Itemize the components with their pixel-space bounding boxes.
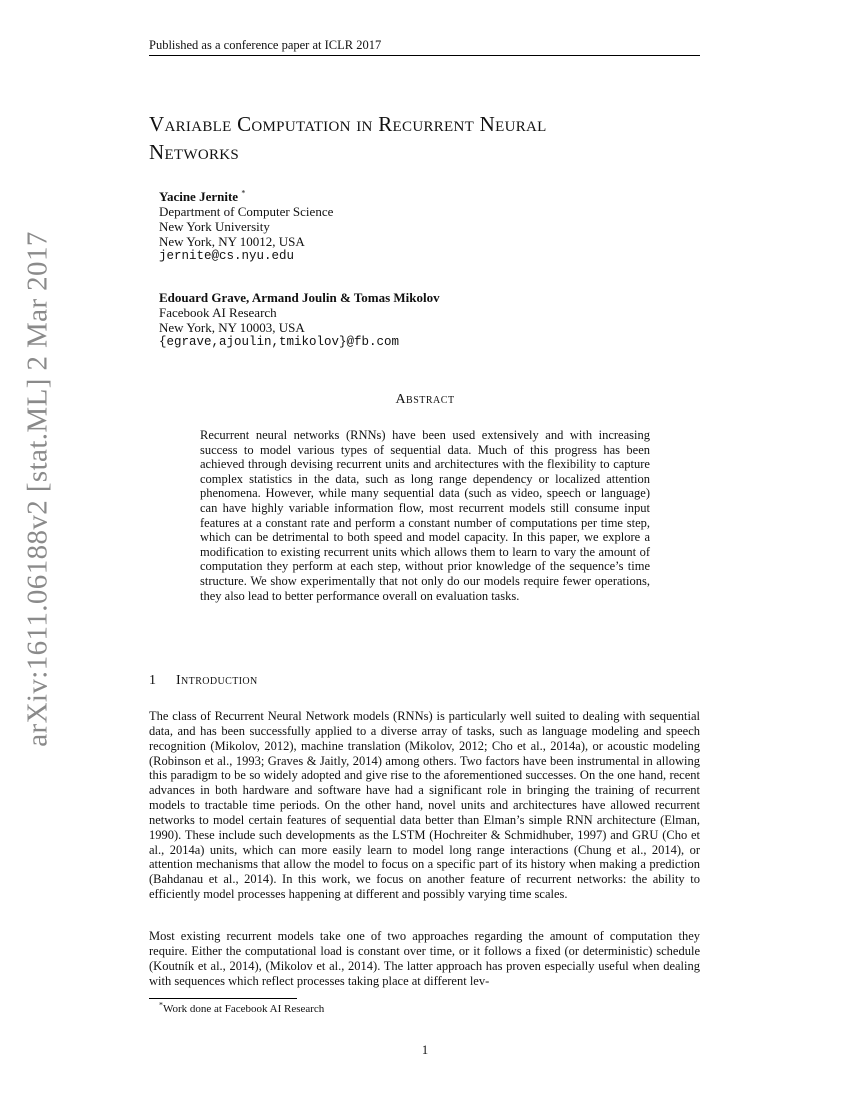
footnote-text: Work done at Facebook AI Research <box>163 1003 325 1015</box>
title-line-1: Variable Computation in Recurrent Neural <box>149 112 547 136</box>
running-header: Published as a conference paper at ICLR 2017 <box>149 38 700 56</box>
footnote-rule <box>149 998 297 999</box>
affiliation-line: Facebook AI Research <box>159 305 277 320</box>
arxiv-identifier: arXiv:1611.06188v2 [stat.ML] 2 Mar 2017 <box>21 231 54 747</box>
abstract-text: Recurrent neural networks (RNNs) have been used extensively and with increasing success to model various types of sequential data. Much of this progress has been achieved through devising recurrent units and architectures with the flexibility to capture complex statistics in the data, such as long range dependency or localized attention phenomena. However, while many sequential data (such as video, speech or language) can have highly variable information flow, most recurrent models still consume input features at a constant rate and perform a constant number of computations per time step, which can be detrimental to both speed and model capacity. In this paper, we explore a modification to existing recurrent units which allows them to learn to vary the amount of computation they perform at each step, without prior knowledge of the sequence’s time structure. We show experimentally that not only do our models require fewer operations, they also lead to better performance overall on evaluation tasks. <box>200 428 650 603</box>
affiliation-line: Department of Computer Science <box>159 204 334 219</box>
section-title: Introduction <box>176 673 258 688</box>
author-email: jernite@cs.nyu.edu <box>159 249 295 263</box>
footnote-mark: * <box>241 188 246 198</box>
author-block-2 <box>159 290 579 350</box>
affiliation-line: New York, NY 10003, USA <box>159 320 305 335</box>
footnote <box>159 1000 559 1016</box>
intro-paragraph-2: Most existing recurrent models take one of two approaches regarding the amount of computation they require. Either the computational load is constant over time, or it follows a fixed (or deterministic) schedule (Koutník et al., 2014), (Mikolov et al., 2014). The latter approach has proven especially useful when dealing with sequences which reflect processes taking place at different lev- <box>149 929 700 988</box>
paper-title <box>149 110 709 166</box>
abstract-heading: Abstract <box>395 392 455 407</box>
author-block-1 <box>159 189 579 264</box>
affiliation-line: New York University <box>159 219 270 234</box>
author-name: Edouard Grave, Armand Joulin & Tomas Mikolov <box>159 290 440 305</box>
author-name: Yacine Jernite <box>159 189 239 204</box>
page-number: 1 <box>421 1043 429 1057</box>
author-email: {egrave,ajoulin,tmikolov}@fb.com <box>159 335 400 349</box>
footnote-mark: * <box>159 1000 163 1010</box>
affiliation-line: New York, NY 10012, USA <box>159 234 305 249</box>
intro-paragraph-1: The class of Recurrent Neural Network models (RNNs) is particularly well suited to dealing with sequential data, and has been successfully applied to a diverse array of tasks, such as language modeling and speech recognition (Mikolov, 2012), machine translation (Mikolov, 2012; Cho et al., 2014a), or acoustic modeling (Robinson et al., 1993; Graves & Jaitly, 2014) among others. Two factors have been instrumental in allowing this paradigm to be so widely adopted and give rise to the aforementioned successes. On the one hand, recent advances in both hardware and software have had a significant role in bringing the training of recurrent models to tractable time periods. On the other hand, novel units and architectures have allowed recurrent networks to model certain features of sequential data better than Elman’s simple RNN architecture (Elman, 1990). These include such developments as the LSTM (Hochreiter & Schmidhuber, 1997) and GRU (Cho et al., 2014a) units, which can more easily learn to model long range interactions (Chung et al., 2014), or attention mechanisms that allow the model to focus on a specific part of its history when making a prediction (Bahdanau et al., 2014). In this work, we focus on another feature of recurrent networks: the ability to efficiently model processes happening at different and possibly varying time scales. <box>149 709 700 902</box>
title-line-2: Networks <box>149 140 240 164</box>
section-number: 1 <box>149 673 157 688</box>
section-heading <box>149 673 549 689</box>
